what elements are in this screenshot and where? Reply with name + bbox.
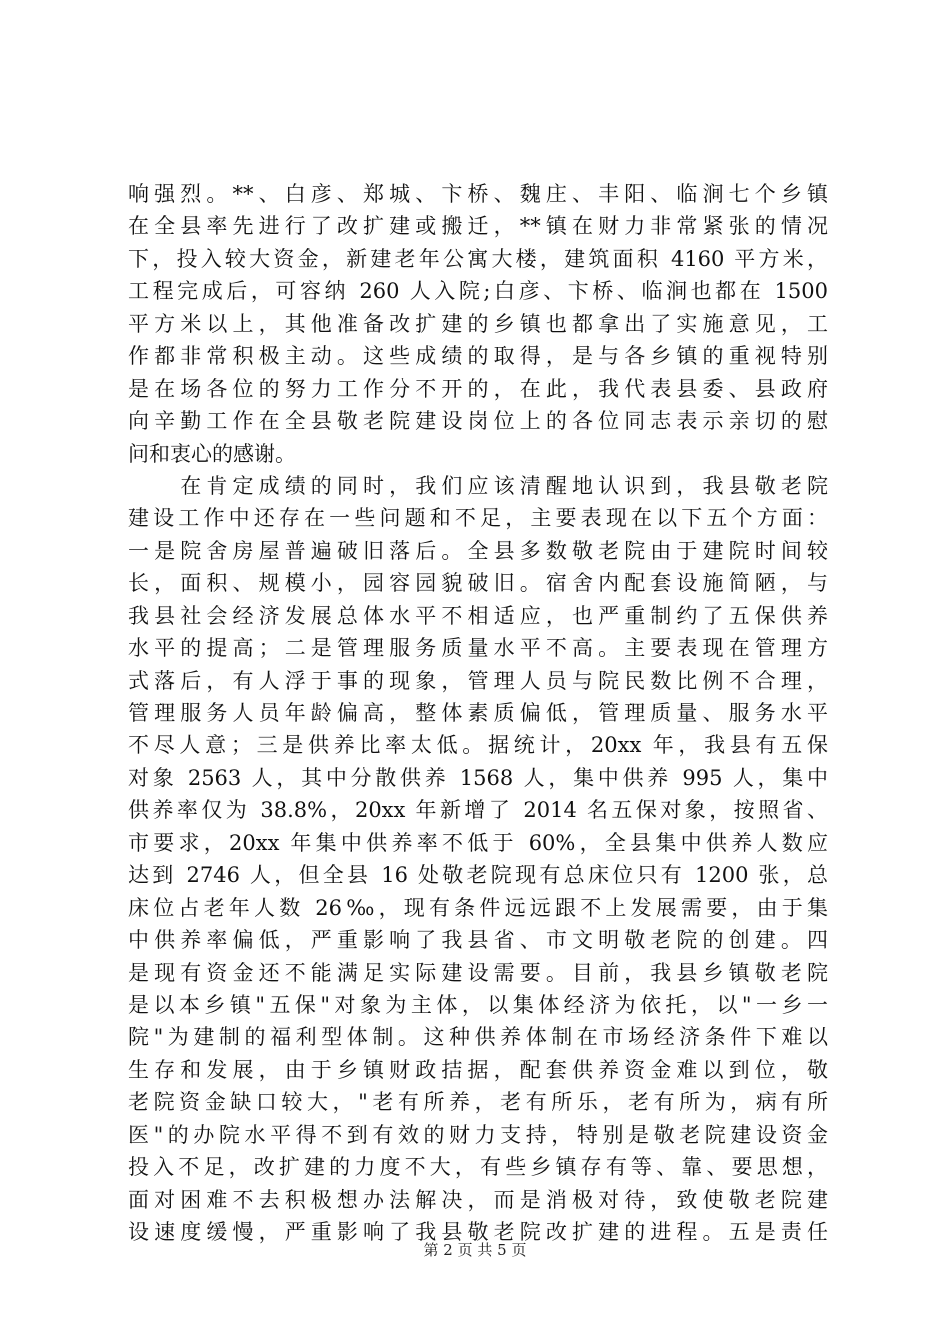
text-line: 是现有资金还不能满足实际建设需要。目前，我县乡镇敬老院 bbox=[128, 960, 828, 985]
text-line: 向辛勤工作在全县敬老院建设岗位上的各位同志表示亲切的慰 bbox=[128, 409, 828, 434]
text-line: 我县社会经济发展总体水平不相适应，也严重制约了五保供养 bbox=[128, 603, 828, 628]
text-line: 建设工作中还存在一些问题和不足，主要表现在以下五个方面： bbox=[128, 506, 828, 531]
text-line: 平方米以上，其他准备改扩建的乡镇也都拿出了实施意见，工 bbox=[128, 311, 828, 336]
text-line: 作都非常积极主动。这些成绩的取得，是与各乡镇的重视特别 bbox=[128, 344, 828, 369]
text-line: 管理服务人员年龄偏高，整体素质偏低，管理质量、服务水平 bbox=[128, 701, 828, 725]
text-line: 水平的提高；二是管理服务质量水平不高。主要表现在管理方 bbox=[128, 636, 828, 661]
text-line: 在全县率先进行了改扩建或搬迁，**镇在财力非常紧张的情况 bbox=[128, 214, 828, 239]
text-line: 医"的办院水平得不到有效的财力支持，特别是敬老院建设资金 bbox=[128, 1122, 828, 1147]
page-number-footer: 第 2 页 共 5 页 bbox=[423, 1241, 527, 1259]
text-line: 生存和发展，由于乡镇财政拮据，配套供养资金难以到位，敬 bbox=[128, 1057, 828, 1082]
text-line: 市要求，20xx 年集中供养率不低于 60%，全县集中供养人数应 bbox=[128, 830, 828, 855]
text-line: 达到 2746 人，但全县 16 处敬老院现有总床位只有 1200 张，总 bbox=[128, 863, 828, 888]
paragraph-first-line: 在肯定成绩的同时，我们应该清醒地认识到，我县敬老院 bbox=[128, 473, 828, 498]
text-line: 响强烈。**、白彦、郑城、卞桥、魏庄、丰阳、临涧七个乡镇 bbox=[128, 182, 828, 206]
text-line: 院"为建制的福利型体制。这种供养体制在市场经济条件下难以 bbox=[128, 1025, 828, 1050]
text-line: 工程完成后，可容纳 260 人入院;白彦、卞桥、临涧也都在 1500 bbox=[128, 279, 828, 304]
text-line: 设速度缓慢，严重影响了我县敬老院改扩建的进程。五是责任 bbox=[128, 1220, 828, 1244]
text-line: 是以本乡镇"五保"对象为主体，以集体经济为依托，以"一乡一 bbox=[128, 992, 828, 1017]
body-text bbox=[128, 178, 828, 1248]
text-line: 中供养率偏低，严重影响了我县省、市文明敬老院的创建。四 bbox=[128, 928, 828, 953]
text-line: 床位占老年人数 26‰，现有条件远远跟不上发展需要，由于集 bbox=[128, 895, 828, 920]
text-line: 长，面积、规模小，园容园貌破旧。宿舍内配套设施简陋，与 bbox=[128, 571, 828, 596]
text-line: 供养率仅为 38.8%，20xx 年新增了 2014 名五保对象，按照省、 bbox=[128, 798, 828, 823]
text-line: 对象 2563 人，其中分散供养 1568 人，集中供养 995 人，集中 bbox=[128, 765, 828, 790]
text-line: 一是院舍房屋普遍破旧落后。全县多数敬老院由于建院时间较 bbox=[128, 538, 828, 563]
text-line: 不尽人意；三是供养比率太低。据统计，20xx 年，我县有五保 bbox=[128, 733, 828, 758]
text-line: 老院资金缺口较大，"老有所养，老有所乐，老有所为，病有所 bbox=[128, 1090, 828, 1115]
text-line: 投入不足，改扩建的力度不大，有些乡镇存有等、靠、要思想， bbox=[128, 1155, 828, 1180]
text-line: 下，投入较大资金，新建老年公寓大楼，建筑面积 4160 平方米， bbox=[128, 246, 828, 271]
text-line: 面对困难不去积极想办法解决，而是消极对待，致使敬老院建 bbox=[128, 1187, 828, 1212]
paragraph-end-line: 问和衷心的感谢。 bbox=[128, 441, 296, 466]
text-line: 是在场各位的努力工作分不开的，在此，我代表县委、县政府 bbox=[128, 376, 828, 401]
text-line: 式落后，有人浮于事的现象，管理人员与院民数比例不合理， bbox=[128, 668, 828, 693]
